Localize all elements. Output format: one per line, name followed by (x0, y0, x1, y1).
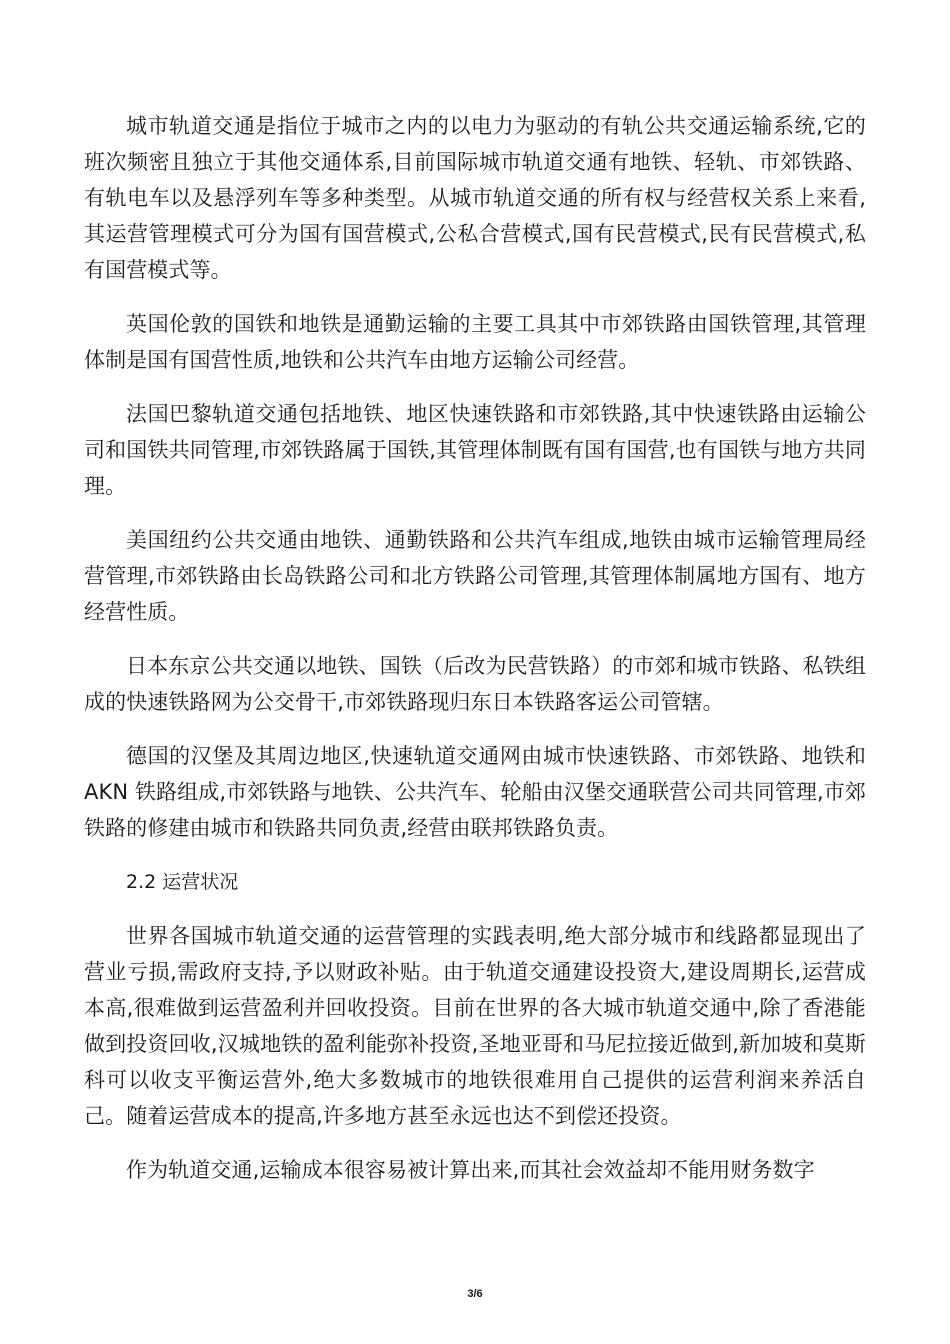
paragraph-operations: 世界各国城市轨道交通的运营管理的实践表明,绝大部分城市和线路都显现出了营业亏损,需政府支持,予以财政补贴。由于轨道交通建设投资大,建设周期长,运营成本高,很难做到运营盈利并回收投资。目前在世界的各大城市轨道交通中,除了香港能做到投资回收,汉城地铁的盈利能弥补投资,圣地亚哥和马尼拉接近做到,新加坡和莫斯科可以收支平衡运营外,绝大多数城市的地铁很难用自己提供的运营利润来养活自己。随着运营成本的提高,许多地方甚至永远也达不到偿还投资。 (84, 924, 866, 1128)
paragraph-overview: 城市轨道交通是指位于城市之内的以电力为驱动的有轨公共交通运输系统,它的班次频密且独立于其他交通体系,目前国际城市轨道交通有地铁、轻轨、市郊铁路、有轨电车以及悬浮列车等多种类型。从城市轨道交通的所有权与经营权关系上来看,其运营管理模式可分为国有国营模式,公私合营模式,国有民营模式,民有民营模式,私有国营模式等。 (84, 114, 866, 282)
paragraph-paris: 法国巴黎轨道交通包括地铁、地区快速铁路和市郊铁路,其中快速铁路由运输公司和国铁共同管理,市郊铁路属于国铁,其管理体制既有国有国营,也有国铁与地方共同理。 (84, 402, 866, 498)
paragraph-cost: 作为轨道交通,运输成本很容易被计算出来,而其社会效益却不能用财务数字 (126, 1158, 815, 1182)
section-heading: 2.2 运营状况 (126, 871, 239, 893)
paragraph-london: 英国伦敦的国铁和地铁是通勤运输的主要工具其中市郊铁路由国铁管理,其管理体制是国有国营性质,地铁和公共汽车由地方运输公司经营。 (84, 312, 866, 372)
paragraph-hamburg: 德国的汉堡及其周边地区,快速轨道交通网由城市快速铁路、市郊铁路、地铁和 AKN 铁路组成,市郊铁路与地铁、公共汽车、轮船由汉堡交通联营公司共同管理,市郊铁路的修建由城市和铁路共同负责,经营由联邦铁路负责。 (84, 744, 866, 840)
paragraph-new-york: 美国纽约公共交通由地铁、通勤铁路和公共汽车组成,地铁由城市运输管理局经营管理,市郊铁路由长岛铁路公司和北方铁路公司管理,其管理体制属地方国有、地方经营性质。 (84, 528, 866, 624)
page-number: 3/6 (467, 1288, 483, 1300)
document-body (84, 108, 866, 1206)
paragraph-tokyo: 日本东京公共交通以地铁、国铁（后改为民营铁路）的市郊和城市铁路、私铁组成的快速铁路网为公交骨干,市郊铁路现归东日本铁路客运公司管辖。 (84, 654, 866, 714)
